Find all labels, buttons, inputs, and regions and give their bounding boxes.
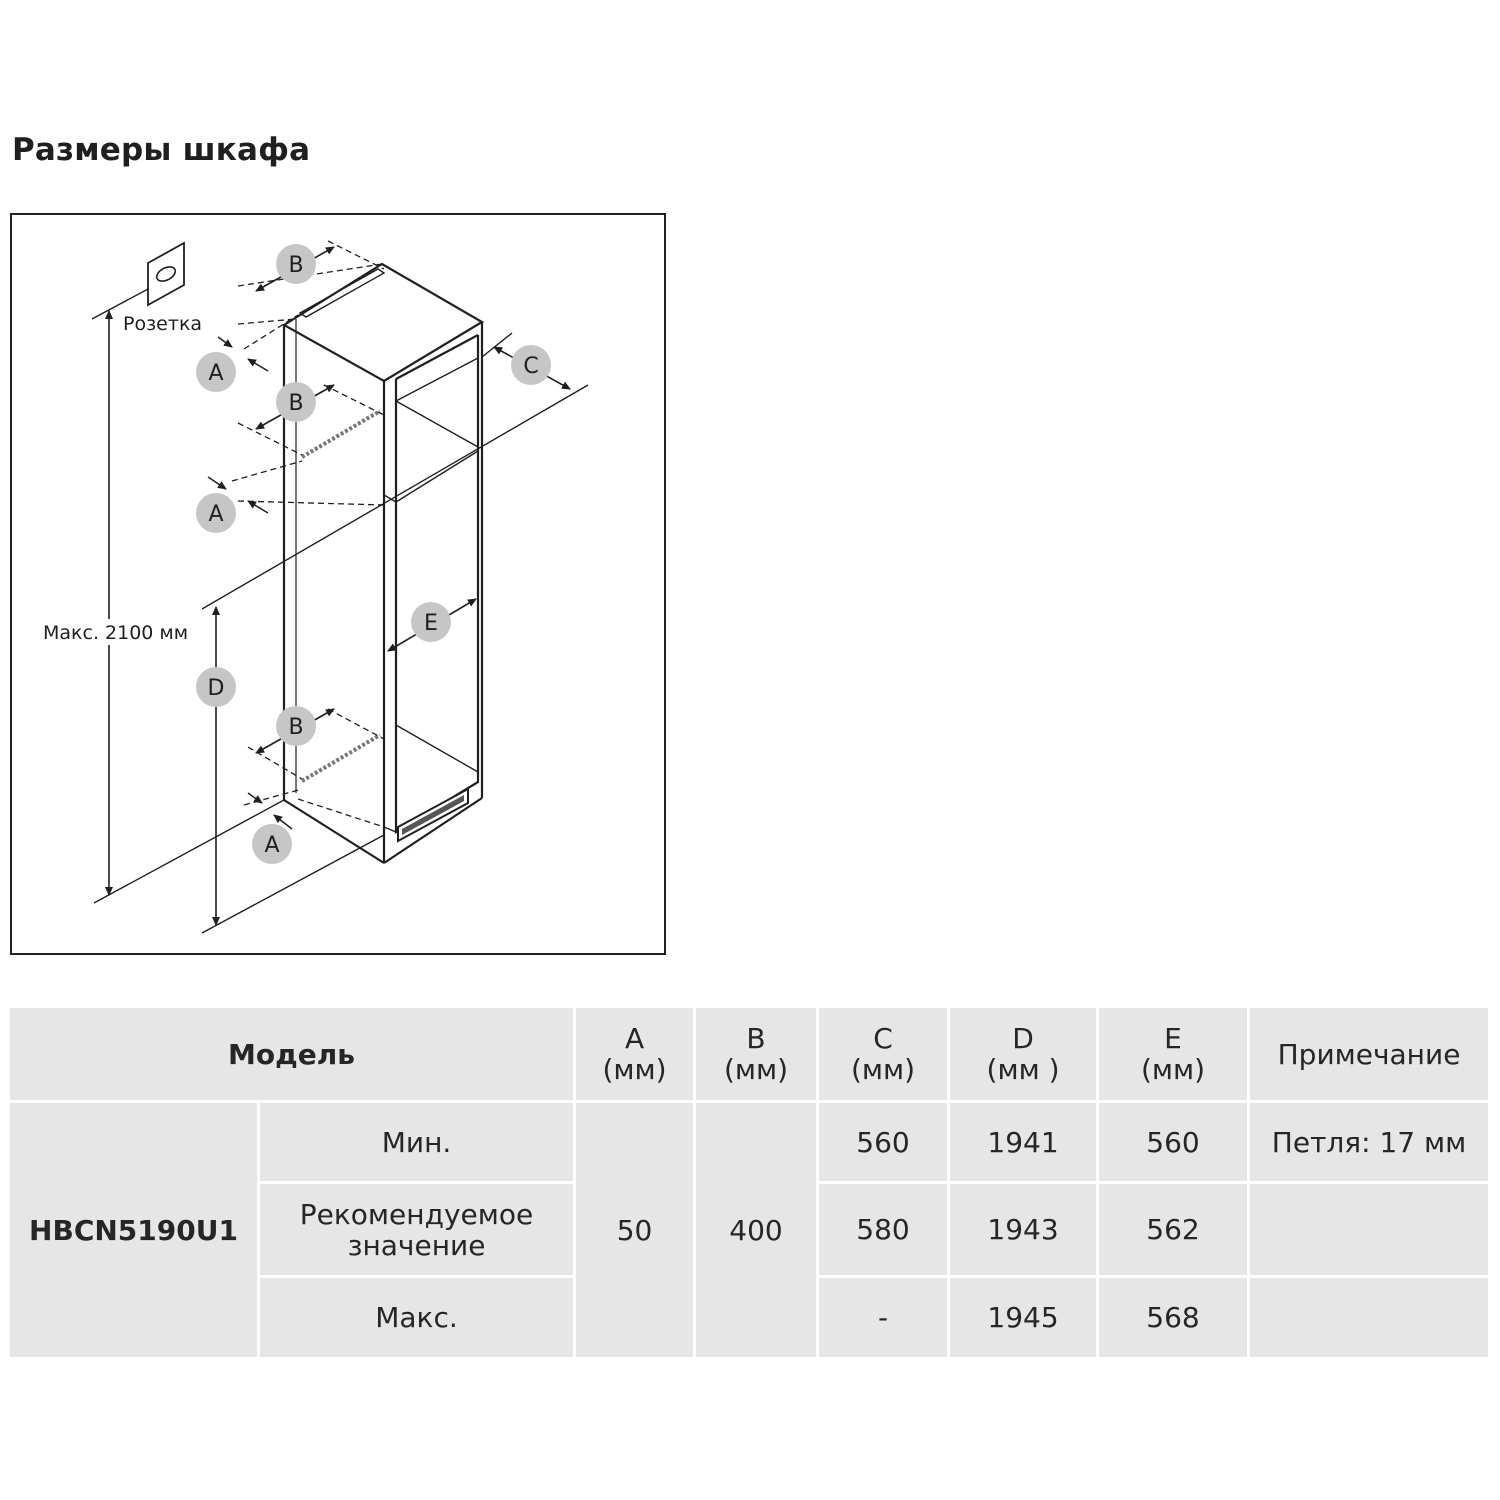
c-recommended-cell: 580 bbox=[819, 1184, 947, 1275]
cabinet-drawing bbox=[12, 215, 664, 953]
marker-a-middle-label: A bbox=[208, 502, 224, 527]
note-max-cell bbox=[1250, 1278, 1488, 1357]
row-label-max: Макс. bbox=[260, 1278, 573, 1357]
dimensions-table bbox=[7, 1005, 1491, 1360]
e-min-cell: 560 bbox=[1099, 1103, 1247, 1181]
note-recommended-cell bbox=[1250, 1184, 1488, 1275]
socket-icon bbox=[148, 243, 184, 305]
cabinet-diagram bbox=[10, 213, 666, 955]
marker-c bbox=[511, 345, 551, 385]
model-cell: HBCN5190U1 bbox=[10, 1103, 257, 1357]
marker-b-bottom-label: B bbox=[288, 715, 304, 740]
marker-a-middle bbox=[196, 493, 236, 533]
b-value-cell: 400 bbox=[696, 1103, 816, 1357]
marker-b-top bbox=[276, 244, 316, 284]
row-label-recommended-line1: Рекомендуемое bbox=[299, 1197, 534, 1231]
header-c-unit: (мм) bbox=[850, 1053, 916, 1086]
header-note: Примечание bbox=[1250, 1008, 1488, 1100]
c-max-cell: - bbox=[819, 1278, 947, 1357]
marker-a-top bbox=[196, 352, 236, 392]
cabinet-outline bbox=[284, 264, 482, 863]
header-model: Модель bbox=[10, 1008, 573, 1100]
max-height-label: Макс. 2100 мм bbox=[43, 622, 189, 644]
d-max-cell: 1945 bbox=[950, 1278, 1096, 1357]
page-title: Размеры шкафа bbox=[12, 132, 311, 168]
marker-a-bottom bbox=[252, 824, 292, 864]
marker-e-label: E bbox=[424, 611, 438, 636]
marker-e bbox=[411, 602, 451, 642]
header-d-unit: (мм ) bbox=[986, 1053, 1060, 1086]
row-label-recommended bbox=[260, 1184, 573, 1275]
header-b bbox=[696, 1008, 816, 1100]
note-min-cell: Петля: 17 мм bbox=[1250, 1103, 1488, 1181]
header-d-letter: D bbox=[1012, 1022, 1034, 1055]
table-row bbox=[10, 1103, 1488, 1181]
marker-a-top-label: A bbox=[208, 361, 224, 386]
e-max-cell: 568 bbox=[1099, 1278, 1247, 1357]
row-label-min: Мин. bbox=[260, 1103, 573, 1181]
a-value-cell: 50 bbox=[576, 1103, 693, 1357]
header-b-letter: B bbox=[746, 1022, 766, 1055]
marker-b-middle-label: B bbox=[288, 391, 304, 416]
marker-c-label: C bbox=[523, 354, 539, 379]
marker-b-top-label: B bbox=[288, 253, 304, 278]
header-a-unit: (мм) bbox=[602, 1053, 667, 1086]
header-c bbox=[819, 1008, 947, 1100]
header-a bbox=[576, 1008, 693, 1100]
header-b-unit: (мм) bbox=[723, 1053, 789, 1086]
header-a-letter: A bbox=[624, 1022, 645, 1055]
c-min-cell: 560 bbox=[819, 1103, 947, 1181]
table-header-row bbox=[10, 1008, 1488, 1100]
d-recommended-cell: 1943 bbox=[950, 1184, 1096, 1275]
marker-d-label: D bbox=[207, 676, 225, 701]
marker-d bbox=[196, 667, 236, 707]
socket-label: Розетка bbox=[123, 313, 203, 335]
header-d bbox=[950, 1008, 1096, 1100]
e-recommended-cell: 562 bbox=[1099, 1184, 1247, 1275]
header-e-letter: E bbox=[1164, 1022, 1182, 1055]
d-min-cell: 1941 bbox=[950, 1103, 1096, 1181]
marker-b-middle bbox=[276, 382, 316, 422]
marker-b-bottom bbox=[276, 706, 316, 746]
header-e bbox=[1099, 1008, 1247, 1100]
marker-a-bottom-label: A bbox=[264, 833, 280, 858]
header-e-unit: (мм) bbox=[1140, 1053, 1206, 1086]
row-label-recommended-line2: значение bbox=[347, 1228, 486, 1262]
header-c-letter: C bbox=[873, 1022, 893, 1055]
